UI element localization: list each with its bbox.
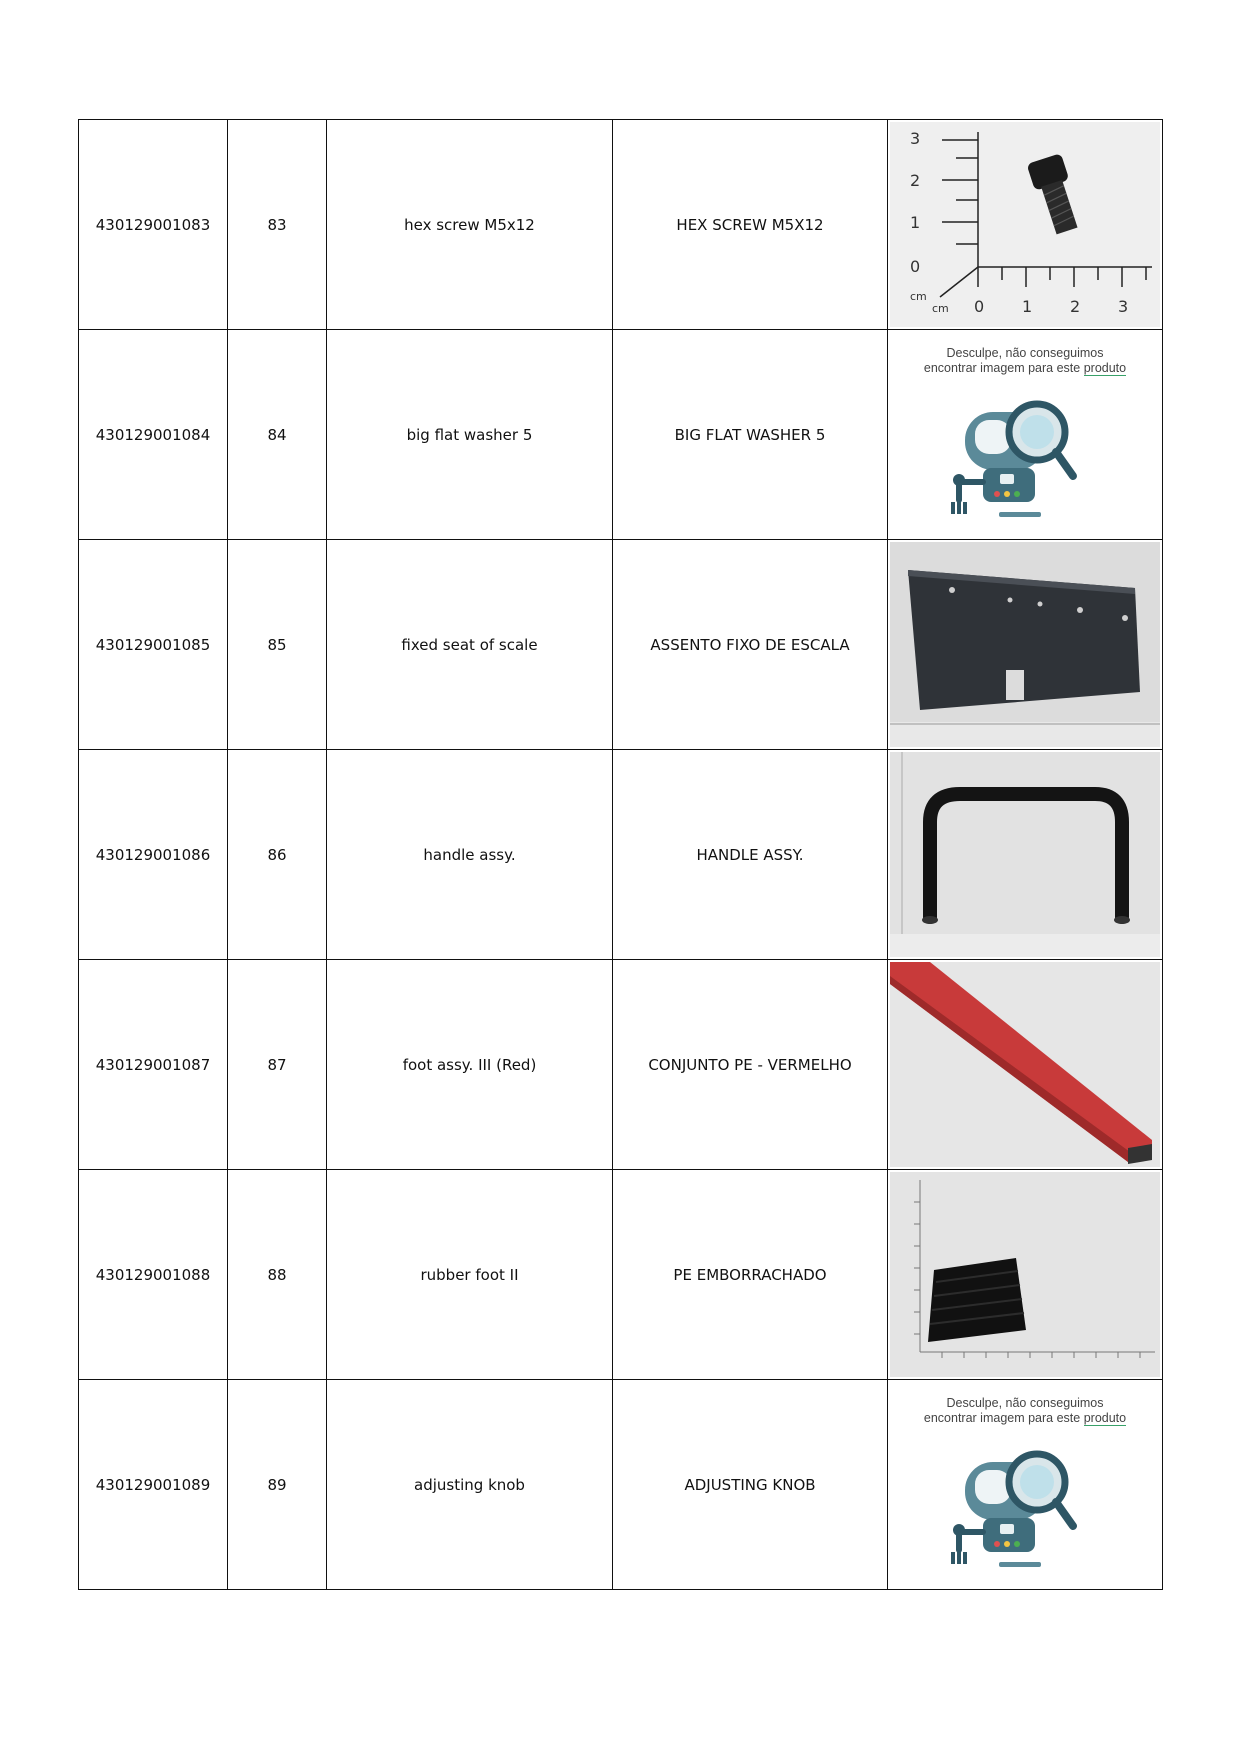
- table-row: [79, 540, 1163, 750]
- part-code: 430129001083: [79, 120, 228, 330]
- part-image-cell: [888, 960, 1163, 1170]
- part-name-pt: ASSENTO FIXO DE ESCALA: [613, 540, 888, 750]
- part-code: 430129001088: [79, 1170, 228, 1380]
- part-name-pt: HANDLE ASSY.: [613, 750, 888, 960]
- part-image-cell: [888, 120, 1163, 330]
- part-name-pt: CONJUNTO PE - VERMELHO: [613, 960, 888, 1170]
- table-row: [79, 1170, 1163, 1380]
- no-image-message: Desculpe, não conseguimos encontrar imagem para este produto: [923, 346, 1127, 375]
- part-number: 84: [228, 330, 327, 540]
- scale-tick-label: 0: [974, 297, 985, 316]
- no-image-message: Desculpe, não conseguimos encontrar imagem para este produto: [923, 1396, 1127, 1425]
- part-name-pt: ADJUSTING KNOB: [613, 1380, 888, 1590]
- part-image-cell: [888, 1170, 1163, 1380]
- part-name-en: handle assy.: [327, 750, 613, 960]
- part-name-en: adjusting knob: [327, 1380, 613, 1590]
- part-number: 86: [228, 750, 327, 960]
- part-name-pt: PE EMBORRACHADO: [613, 1170, 888, 1380]
- part-number: 88: [228, 1170, 327, 1380]
- table-row: [79, 750, 1163, 960]
- rubber-foot-photo-icon: [890, 1172, 1160, 1377]
- part-number: 85: [228, 540, 327, 750]
- scale-unit-label: cm: [910, 290, 927, 303]
- part-code: 430129001086: [79, 750, 228, 960]
- table-row: [79, 120, 1163, 330]
- part-image-cell: [888, 750, 1163, 960]
- part-name-en: hex screw M5x12: [327, 120, 613, 330]
- part-number: 87: [228, 960, 327, 1170]
- part-name-en: fixed seat of scale: [327, 540, 613, 750]
- part-name-en: rubber foot II: [327, 1170, 613, 1380]
- no-image-placeholder: [890, 1382, 1160, 1587]
- scale-tick-label: 1: [910, 213, 921, 232]
- parts-table: [78, 119, 1163, 1590]
- scale-unit-label: cm: [932, 302, 949, 315]
- no-image-robot-icon: [945, 390, 1095, 530]
- part-name-en: foot assy. III (Red): [327, 960, 613, 1170]
- part-number: 83: [228, 120, 327, 330]
- metal-plate-photo-icon: [890, 542, 1160, 747]
- hex-screw-photo-icon: [890, 122, 1160, 327]
- no-image-placeholder: [890, 332, 1160, 537]
- no-image-robot-icon: [945, 1440, 1095, 1580]
- part-code: 430129001084: [79, 330, 228, 540]
- scale-tick-label: 1: [1022, 297, 1033, 316]
- red-foot-photo-icon: [890, 962, 1160, 1167]
- part-image-cell: [888, 540, 1163, 750]
- table-row: [79, 330, 1163, 540]
- part-code: 430129001087: [79, 960, 228, 1170]
- part-code: 430129001089: [79, 1380, 228, 1590]
- table-row: [79, 1380, 1163, 1590]
- handle-photo-icon: [890, 752, 1160, 957]
- scale-tick-label: 0: [910, 257, 921, 276]
- part-name-pt: BIG FLAT WASHER 5: [613, 330, 888, 540]
- part-code: 430129001085: [79, 540, 228, 750]
- scale-tick-label: 3: [1118, 297, 1129, 316]
- part-image-cell: [888, 330, 1163, 540]
- part-number: 89: [228, 1380, 327, 1590]
- scale-tick-label: 2: [910, 171, 921, 190]
- part-name-pt: HEX SCREW M5X12: [613, 120, 888, 330]
- part-image-cell: [888, 1380, 1163, 1590]
- scale-tick-label: 3: [910, 129, 921, 148]
- table-row: [79, 960, 1163, 1170]
- part-name-en: big flat washer 5: [327, 330, 613, 540]
- scale-tick-label: 2: [1070, 297, 1081, 316]
